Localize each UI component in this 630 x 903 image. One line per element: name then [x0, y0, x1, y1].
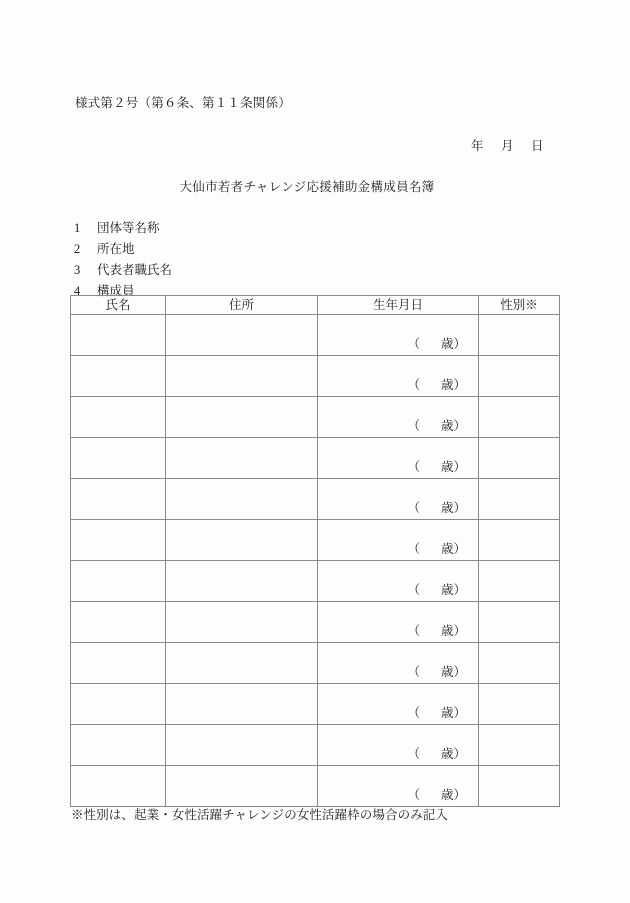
cell-address[interactable]: [166, 602, 318, 643]
age-annotation: [407, 580, 466, 598]
age-annotation: [407, 539, 466, 557]
cell-birthdate[interactable]: [318, 315, 479, 356]
cell-sex[interactable]: [479, 397, 560, 438]
cell-birthdate[interactable]: [318, 520, 479, 561]
table-row: [71, 438, 560, 479]
list-item-number: 3: [74, 263, 81, 277]
cell-birthdate-value: [318, 438, 478, 478]
cell-birthdate[interactable]: [318, 561, 479, 602]
cell-address-value: [166, 315, 317, 355]
cell-name-value: [71, 520, 165, 560]
cell-sex-value: [479, 520, 559, 560]
cell-address[interactable]: [166, 684, 318, 725]
age-open-paren: （: [407, 747, 420, 761]
cell-birthdate[interactable]: [318, 766, 479, 807]
list-item: [74, 260, 374, 281]
cell-name-value: [71, 397, 165, 437]
age-open-paren: （: [407, 665, 420, 679]
age-open-paren: （: [407, 419, 420, 433]
cell-name[interactable]: [71, 766, 166, 807]
age-open-paren: （: [407, 460, 420, 474]
cell-birthdate[interactable]: [318, 356, 479, 397]
age-unit-label: 歳）: [440, 542, 466, 556]
cell-sex-value: [479, 725, 559, 765]
column-header-name: 氏名: [71, 296, 166, 315]
cell-address[interactable]: [166, 438, 318, 479]
cell-name[interactable]: [71, 684, 166, 725]
column-header-sex: 性別※: [479, 296, 560, 315]
age-unit-label: 歳）: [440, 583, 466, 597]
cell-birthdate-value: [318, 725, 478, 765]
cell-sex-value: [479, 479, 559, 519]
list-item-label: 構成員: [97, 284, 135, 298]
cell-name[interactable]: [71, 479, 166, 520]
column-header-birthdate: 生年月日: [318, 296, 479, 315]
age-unit-label: 歳）: [440, 624, 466, 638]
cell-sex-value: [479, 684, 559, 724]
cell-name-value: [71, 766, 165, 806]
age-open-paren: （: [407, 501, 420, 515]
cell-address[interactable]: [166, 479, 318, 520]
date-month-label: 月: [501, 139, 514, 153]
cell-birthdate[interactable]: [318, 725, 479, 766]
list-item: [74, 239, 374, 260]
date-line: [0, 136, 545, 154]
cell-address[interactable]: [166, 561, 318, 602]
table-row: [71, 397, 560, 438]
table-row: [71, 479, 560, 520]
cell-sex-value: [479, 643, 559, 683]
list-item-label: 所在地: [97, 242, 135, 256]
age-open-paren: （: [407, 706, 420, 720]
cell-address-value: [166, 561, 317, 601]
age-unit-label: 歳）: [440, 501, 466, 515]
cell-sex[interactable]: [479, 315, 560, 356]
cell-address[interactable]: [166, 766, 318, 807]
cell-birthdate[interactable]: [318, 643, 479, 684]
age-open-paren: （: [407, 788, 420, 802]
cell-sex[interactable]: [479, 561, 560, 602]
cell-birthdate-value: [318, 766, 478, 806]
cell-sex-value: [479, 438, 559, 478]
age-unit-label: 歳）: [440, 460, 466, 474]
age-annotation: [407, 621, 466, 639]
cell-name[interactable]: [71, 561, 166, 602]
age-annotation: [407, 334, 466, 352]
cell-sex[interactable]: [479, 643, 560, 684]
member-roster-table: [70, 295, 560, 807]
age-unit-label: 歳）: [440, 337, 466, 351]
page-title: 大仙市若者チャレンジ応援補助金構成員名簿: [179, 180, 435, 194]
cell-name[interactable]: [71, 602, 166, 643]
cell-sex-value: [479, 397, 559, 437]
cell-sex-value: [479, 561, 559, 601]
table-row: [71, 561, 560, 602]
cell-birthdate-value: [318, 356, 478, 396]
cell-name[interactable]: [71, 643, 166, 684]
table-row: [71, 520, 560, 561]
list-item-number: 1: [74, 221, 81, 235]
cell-name-value: [71, 479, 165, 519]
date-year-label: 年: [471, 139, 484, 153]
age-open-paren: （: [407, 542, 420, 556]
cell-name[interactable]: [71, 315, 166, 356]
cell-birthdate-value: [318, 643, 478, 683]
table-body: [71, 315, 560, 807]
numbered-item-list: [74, 218, 374, 302]
cell-sex-value: [479, 766, 559, 806]
table-row: [71, 602, 560, 643]
cell-address-value: [166, 684, 317, 724]
cell-birthdate[interactable]: [318, 602, 479, 643]
age-annotation: [407, 416, 466, 434]
cell-name-value: [71, 356, 165, 396]
cell-sex-value: [479, 602, 559, 642]
cell-address-value: [166, 643, 317, 683]
cell-birthdate-value: [318, 479, 478, 519]
cell-birthdate[interactable]: [318, 684, 479, 725]
age-unit-label: 歳）: [440, 788, 466, 802]
cell-address[interactable]: [166, 725, 318, 766]
cell-birthdate[interactable]: [318, 479, 479, 520]
age-annotation: [407, 785, 466, 803]
list-item: [74, 218, 374, 239]
cell-birthdate-value: [318, 602, 478, 642]
age-annotation: [407, 498, 466, 516]
cell-sex[interactable]: [479, 766, 560, 807]
age-unit-label: 歳）: [440, 419, 466, 433]
age-open-paren: （: [407, 337, 420, 351]
form-number-header: 様式第２号（第６条、第１１条関係）: [75, 96, 291, 110]
cell-address[interactable]: [166, 643, 318, 684]
column-header-address: 住所: [166, 296, 318, 315]
cell-name[interactable]: [71, 725, 166, 766]
age-annotation: [407, 703, 466, 721]
cell-sex[interactable]: [479, 356, 560, 397]
age-open-paren: （: [407, 378, 420, 392]
cell-sex[interactable]: [479, 725, 560, 766]
cell-birthdate-value: [318, 684, 478, 724]
cell-birthdate-value: [318, 397, 478, 437]
cell-sex[interactable]: [479, 438, 560, 479]
age-unit-label: 歳）: [440, 747, 466, 761]
cell-birthdate[interactable]: [318, 397, 479, 438]
table-header-row: [71, 296, 560, 315]
age-unit-label: 歳）: [440, 665, 466, 679]
cell-address-value: [166, 602, 317, 642]
table-row: [71, 725, 560, 766]
age-annotation: [407, 457, 466, 475]
cell-name-value: [71, 438, 165, 478]
cell-birthdate-value: [318, 520, 478, 560]
cell-address-value: [166, 479, 317, 519]
cell-name[interactable]: [71, 356, 166, 397]
table-row: [71, 315, 560, 356]
cell-address[interactable]: [166, 397, 318, 438]
list-item-number: 2: [74, 242, 81, 256]
cell-address-value: [166, 725, 317, 765]
cell-sex[interactable]: [479, 684, 560, 725]
table-row: [71, 684, 560, 725]
age-annotation: [407, 744, 466, 762]
cell-birthdate-value: [318, 315, 478, 355]
cell-address-value: [166, 520, 317, 560]
cell-address[interactable]: [166, 520, 318, 561]
cell-address-value: [166, 356, 317, 396]
age-annotation: [407, 375, 466, 393]
age-open-paren: （: [407, 583, 420, 597]
cell-address[interactable]: [166, 315, 318, 356]
cell-address-value: [166, 438, 317, 478]
cell-sex[interactable]: [479, 520, 560, 561]
cell-sex[interactable]: [479, 479, 560, 520]
cell-name-value: [71, 561, 165, 601]
table-row: [71, 356, 560, 397]
list-item-label: 団体等名称: [97, 221, 160, 235]
age-unit-label: 歳）: [440, 378, 466, 392]
cell-name-value: [71, 725, 165, 765]
cell-sex-value: [479, 315, 559, 355]
cell-name-value: [71, 643, 165, 683]
cell-sex-value: [479, 356, 559, 396]
cell-address-value: [166, 766, 317, 806]
date-day-label: 日: [531, 139, 544, 153]
cell-name[interactable]: [71, 438, 166, 479]
age-open-paren: （: [407, 624, 420, 638]
cell-birthdate[interactable]: [318, 438, 479, 479]
cell-name-value: [71, 684, 165, 724]
cell-name[interactable]: [71, 397, 166, 438]
cell-name[interactable]: [71, 520, 166, 561]
cell-address-value: [166, 397, 317, 437]
cell-birthdate-value: [318, 561, 478, 601]
cell-name-value: [71, 602, 165, 642]
cell-address[interactable]: [166, 356, 318, 397]
cell-sex[interactable]: [479, 602, 560, 643]
cell-name-value: [71, 315, 165, 355]
list-item-label: 代表者職氏名: [97, 263, 173, 277]
table-row: [71, 643, 560, 684]
table-row: [71, 766, 560, 807]
age-annotation: [407, 662, 466, 680]
age-unit-label: 歳）: [440, 706, 466, 720]
footnote-text: ※性別は、起業・女性活躍チャレンジの女性活躍枠の場合のみ記入: [71, 808, 449, 822]
list-item-number: 4: [74, 284, 81, 298]
